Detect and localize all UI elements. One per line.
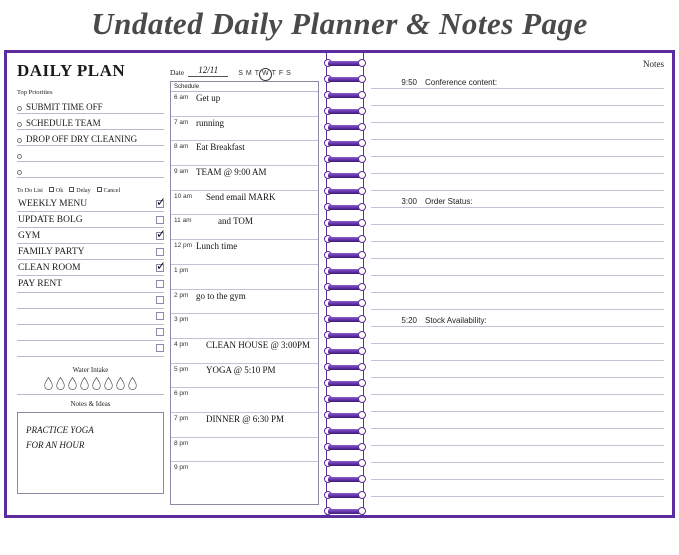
note-line[interactable] <box>371 89 664 106</box>
page-title: Undated Daily Planner & Notes Page <box>91 6 588 41</box>
schedule-hour-label: 1 pm <box>174 266 189 274</box>
todo-item[interactable] <box>17 228 164 244</box>
spiral-ring <box>328 315 362 323</box>
schedule-row[interactable] <box>171 240 318 265</box>
todo-item[interactable] <box>17 212 164 228</box>
note-line[interactable] <box>371 174 664 191</box>
notes-ideas-label: Notes & Ideas <box>70 399 111 408</box>
water-drop-icon[interactable] <box>68 377 77 390</box>
schedule-row[interactable] <box>171 388 318 413</box>
schedule-row[interactable] <box>171 462 318 487</box>
note-line[interactable] <box>371 327 664 344</box>
checkbox-icon <box>49 187 54 192</box>
todo-item[interactable] <box>17 293 164 309</box>
dow-tuesday[interactable]: T <box>254 70 259 77</box>
date-label: Date <box>170 68 185 77</box>
note-line[interactable] <box>371 123 664 140</box>
schedule-hour-label: 9 pm <box>174 464 189 472</box>
schedule-hour-label: 7 pm <box>174 414 189 422</box>
note-line[interactable] <box>371 225 664 242</box>
schedule-hour-label: 4 pm <box>174 340 189 348</box>
spiral-ring <box>328 347 362 355</box>
planner-spread <box>4 50 675 518</box>
spiral-ring <box>328 155 362 163</box>
left-page-column-right <box>170 61 319 511</box>
spiral-ring <box>328 379 362 387</box>
todo-item[interactable] <box>17 341 164 357</box>
spiral-ring <box>328 107 362 115</box>
todo-checkbox[interactable] <box>156 232 164 240</box>
schedule-box <box>170 81 319 505</box>
schedule-entry: go to the gym <box>196 290 246 301</box>
spiral-ring <box>328 299 362 307</box>
spiral-ring <box>328 475 362 483</box>
note-text: Order Status: <box>425 197 473 206</box>
note-text: Conference content: <box>425 78 498 87</box>
schedule-entry: TEAM @ 9:00 AM <box>196 167 267 178</box>
spiral-ring <box>328 363 362 371</box>
water-drop-icon[interactable] <box>104 377 113 390</box>
todo-checkbox[interactable] <box>156 296 164 304</box>
spiral-ring <box>328 395 362 403</box>
spiral-ring <box>328 427 362 435</box>
circle-bullet-icon <box>17 170 22 175</box>
water-drop-icon[interactable] <box>92 377 101 390</box>
note-line[interactable] <box>371 72 664 89</box>
note-line[interactable] <box>371 293 664 310</box>
schedule-row[interactable] <box>171 215 318 240</box>
todo-list-label: To Do List <box>17 187 43 194</box>
schedule-entry: YOGA @ 5:10 PM <box>206 364 276 375</box>
todo-checkbox[interactable] <box>156 248 164 256</box>
spiral-ring <box>328 283 362 291</box>
spiral-ring <box>328 267 362 275</box>
water-drop-icon[interactable] <box>80 377 89 390</box>
priority-text: SUBMIT TIME OFF <box>26 102 103 112</box>
todo-checkbox[interactable] <box>156 264 164 272</box>
note-line[interactable] <box>371 208 664 225</box>
schedule-row[interactable] <box>171 364 318 389</box>
schedule-entry: CLEAN HOUSE @ 3:00PM <box>206 339 311 350</box>
dow-monday[interactable]: M <box>245 70 252 77</box>
note-line[interactable] <box>371 191 664 208</box>
schedule-entry: running <box>196 117 225 128</box>
todo-checkbox[interactable] <box>156 216 164 224</box>
priority-row[interactable] <box>17 130 164 146</box>
dow-saturday[interactable]: S <box>286 70 291 77</box>
dow-friday[interactable]: F <box>278 70 284 77</box>
spiral-ring <box>328 459 362 467</box>
water-drop-icon[interactable] <box>128 377 137 390</box>
spiral-ring <box>328 411 362 419</box>
schedule-entry: Send email MARK <box>206 191 276 202</box>
schedule-hour-label: 10 am <box>174 192 193 200</box>
todo-text: FAMILY PARTY <box>18 246 85 257</box>
spiral-ring <box>328 219 362 227</box>
schedule-hour-label: 12 pm <box>174 242 193 250</box>
circle-bullet-icon <box>17 106 22 111</box>
schedule-row[interactable] <box>171 314 318 339</box>
note-line[interactable] <box>371 242 664 259</box>
todo-item[interactable] <box>17 196 164 212</box>
legend-ok: Ok <box>49 187 63 194</box>
spiral-ring <box>328 507 362 515</box>
water-drop-icon[interactable] <box>56 377 65 390</box>
day-of-week-selector[interactable] <box>238 70 291 77</box>
note-line[interactable] <box>371 140 664 157</box>
schedule-row[interactable] <box>171 265 318 290</box>
top-priorities-label: Top Priorities <box>17 89 53 96</box>
todo-item[interactable] <box>17 325 164 341</box>
priority-text: SCHEDULE TEAM <box>26 118 101 128</box>
todo-list <box>17 196 164 357</box>
todo-checkbox[interactable] <box>156 328 164 336</box>
water-drop-icon[interactable] <box>116 377 125 390</box>
schedule-header: Schedule <box>171 82 318 92</box>
spiral-ring <box>328 491 362 499</box>
priority-row[interactable] <box>17 98 164 114</box>
schedule-hour-label: 9 am <box>174 168 189 176</box>
spiral-ring <box>328 123 362 131</box>
schedule-row[interactable] <box>171 438 318 463</box>
schedule-hour-label: 8 pm <box>174 439 189 447</box>
note-line[interactable] <box>371 310 664 327</box>
schedule-entry: DINNER @ 6:30 PM <box>206 413 285 424</box>
note-text: Stock Availability: <box>425 316 487 325</box>
notes-ideas-box[interactable] <box>17 412 164 494</box>
note-time: 3:00 <box>401 197 417 206</box>
schedule-hour-label: 3 pm <box>174 316 189 324</box>
spiral-ring <box>328 235 362 243</box>
notes-ideas-line: PRACTICE YOGA <box>26 424 94 435</box>
todo-item[interactable] <box>17 244 164 260</box>
spiral-ring <box>328 59 362 67</box>
spiral-ring <box>328 139 362 147</box>
schedule-row[interactable] <box>171 117 318 142</box>
dow-wednesday[interactable]: W <box>261 70 269 77</box>
circle-bullet-icon <box>17 122 22 127</box>
schedule-entry: Lunch time <box>196 241 238 252</box>
spiral-binding <box>325 53 365 515</box>
daily-plan-heading: DAILY PLAN <box>17 61 126 80</box>
spiral-ring <box>328 251 362 259</box>
left-page <box>7 53 325 515</box>
schedule-hour-label: 8 am <box>174 143 189 151</box>
checkbox-icon <box>69 187 74 192</box>
priority-row[interactable] <box>17 146 164 162</box>
schedule-entry: Get up <box>196 93 221 103</box>
schedule-hour-label: 7 am <box>174 118 189 126</box>
spiral-ring <box>328 171 362 179</box>
todo-text: UPDATE BOLG <box>18 214 83 225</box>
schedule-row[interactable] <box>171 166 318 191</box>
schedule-entry: Eat Breakfast <box>196 142 245 153</box>
todo-item[interactable] <box>17 276 164 292</box>
note-time: 5:20 <box>401 316 417 325</box>
todo-text: WEEKLY MENU <box>18 198 88 209</box>
note-line[interactable] <box>371 344 664 361</box>
todo-text: PAY RENT <box>18 279 63 290</box>
spiral-ring <box>328 187 362 195</box>
date-value[interactable]: 12/11 <box>188 65 228 77</box>
legend-cancel: Cancel <box>97 187 121 194</box>
priority-row[interactable] <box>17 162 164 178</box>
todo-checkbox[interactable] <box>156 200 164 208</box>
water-intake-tracker <box>17 377 164 395</box>
top-priorities-list <box>17 98 164 178</box>
dow-sunday[interactable]: S <box>238 70 243 77</box>
todo-text: GYM <box>18 230 41 241</box>
todo-item[interactable] <box>17 260 164 276</box>
spiral-ring <box>328 443 362 451</box>
note-line[interactable] <box>371 106 664 123</box>
note-line[interactable] <box>371 378 664 395</box>
note-line[interactable] <box>371 361 664 378</box>
note-line[interactable] <box>371 157 664 174</box>
priority-text: DROP OFF DRY CLEANING <box>26 134 138 144</box>
water-drop-icon[interactable] <box>44 377 53 390</box>
notes-ideas-line: FOR AN HOUR <box>26 439 85 450</box>
todo-checkbox[interactable] <box>156 344 164 352</box>
note-line[interactable] <box>371 259 664 276</box>
note-line[interactable] <box>371 429 664 446</box>
note-line[interactable] <box>371 446 664 463</box>
note-line[interactable] <box>371 395 664 412</box>
date-row <box>170 61 319 77</box>
schedule-hour-label: 6 am <box>174 94 189 101</box>
spiral-ring <box>328 203 362 211</box>
spiral-ring <box>328 331 362 339</box>
circle-bullet-icon <box>17 138 22 143</box>
todo-list-header <box>17 187 164 194</box>
schedule-hour-label: 11 am <box>174 217 192 225</box>
note-line[interactable] <box>371 276 664 293</box>
schedule-row[interactable] <box>171 141 318 166</box>
schedule-row[interactable] <box>171 413 318 438</box>
circle-bullet-icon <box>17 154 22 159</box>
note-line[interactable] <box>371 412 664 429</box>
note-line[interactable] <box>371 463 664 480</box>
note-line[interactable] <box>371 480 664 497</box>
left-page-column-left <box>17 61 164 511</box>
schedule-entry: and TOM <box>218 216 253 227</box>
notes-lines <box>371 72 664 497</box>
legend-delay: Delay <box>69 187 90 194</box>
checkbox-icon <box>97 187 102 192</box>
todo-checkbox[interactable] <box>156 280 164 288</box>
priority-row[interactable] <box>17 114 164 130</box>
schedule-hour-label: 2 pm <box>174 291 189 299</box>
notes-page-label: Notes <box>643 59 664 69</box>
schedule-row[interactable] <box>171 339 318 364</box>
todo-text: CLEAN ROOM <box>18 262 81 273</box>
water-intake-label: Water Intake <box>72 365 109 374</box>
schedule-row[interactable] <box>171 191 318 216</box>
schedule-row[interactable] <box>171 290 318 315</box>
spiral-ring <box>328 75 362 83</box>
todo-checkbox[interactable] <box>156 312 164 320</box>
todo-item[interactable] <box>17 309 164 325</box>
schedule-hour-label: 5 pm <box>174 365 189 373</box>
schedule-row[interactable] <box>171 92 318 117</box>
note-time: 9:50 <box>401 78 417 87</box>
spiral-ring <box>328 91 362 99</box>
right-page <box>365 53 672 515</box>
dow-thursday[interactable]: T <box>271 70 276 77</box>
schedule-hour-label: 6 pm <box>174 390 189 398</box>
